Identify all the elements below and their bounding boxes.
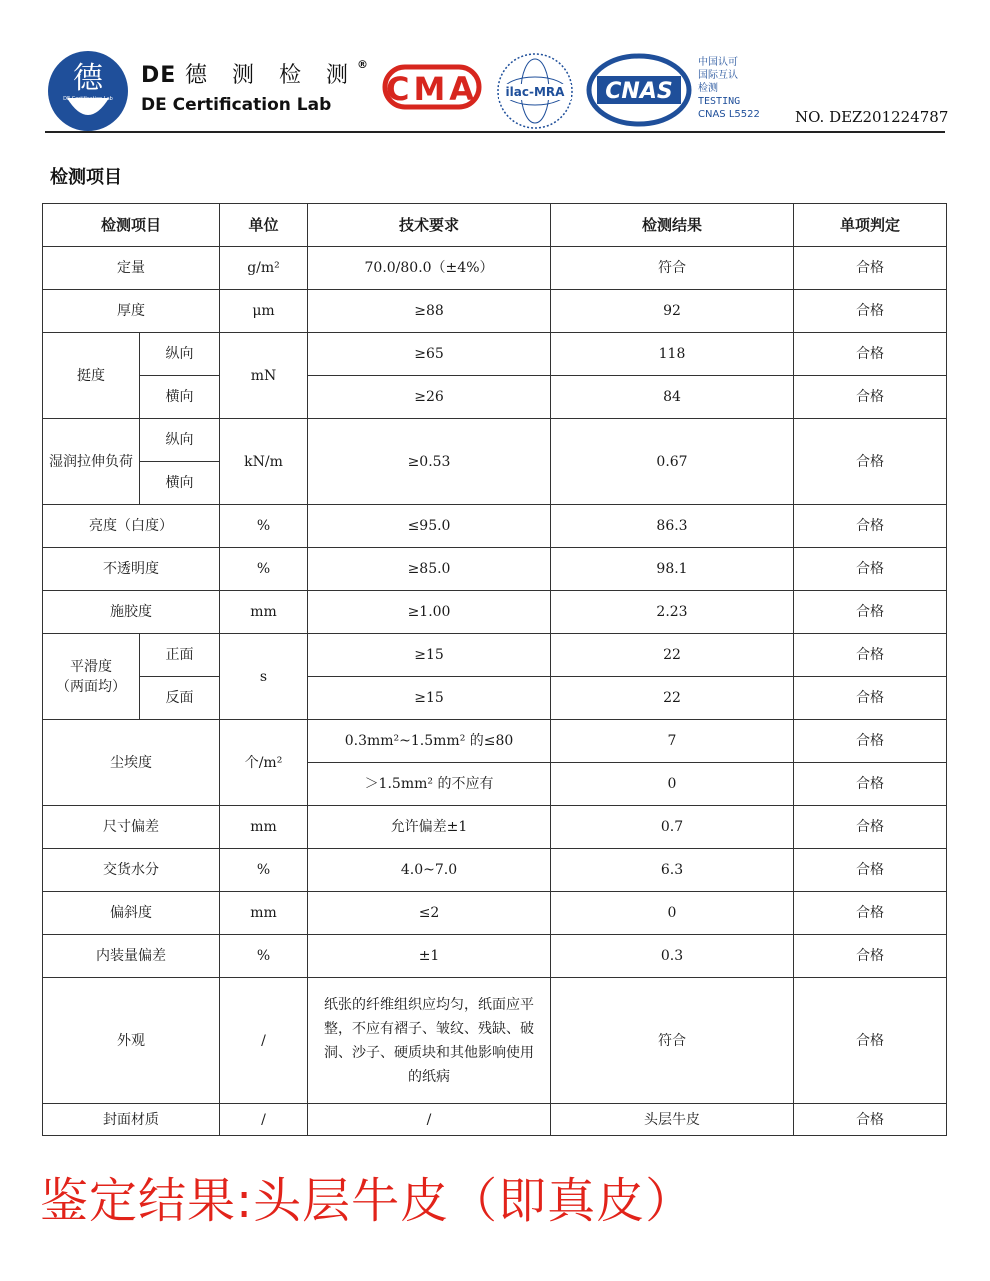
verdict-cell: 合格 xyxy=(794,806,947,849)
unit-cell: s xyxy=(220,634,308,720)
table-row xyxy=(43,677,947,720)
cnas-accreditation-text xyxy=(698,56,760,121)
table-row xyxy=(43,591,947,634)
item-cell: 偏斜度 xyxy=(43,892,220,935)
result-cell: 92 xyxy=(551,290,794,333)
cnas-text: CNAS xyxy=(605,79,673,104)
brand-prefix: DE xyxy=(141,63,177,88)
sub-item-cell: 正面 xyxy=(140,634,220,677)
cnas-logo-icon xyxy=(585,52,693,128)
verdict-cell: 合格 xyxy=(794,849,947,892)
result-cell: 头层牛皮 xyxy=(551,1104,794,1136)
requirement-cell: 纸张的纤维组织应均匀，纸面应平整，不应有褶子、皱纹、残缺、破洞、沙子、硬质块和其他影响使用的纸病 xyxy=(308,978,551,1104)
unit-cell: mm xyxy=(220,806,308,849)
report-header xyxy=(45,50,949,135)
item-cell: 定量 xyxy=(43,247,220,290)
item-cell: 尺寸偏差 xyxy=(43,806,220,849)
verdict-cell: 合格 xyxy=(794,591,947,634)
verdict-cell: 合格 xyxy=(794,978,947,1104)
result-cell: 0 xyxy=(551,763,794,806)
brand-en: DE Certification Lab xyxy=(141,95,332,115)
ilac-text: ilac-MRA xyxy=(505,85,565,99)
table-row xyxy=(43,806,947,849)
requirement-cell: / xyxy=(308,1104,551,1136)
section-title: 检测项目 xyxy=(50,167,122,188)
cma-logo-icon xyxy=(382,62,482,112)
sub-item-cell: 纵向 xyxy=(140,333,220,376)
result-cell: 符合 xyxy=(551,978,794,1104)
de-lab-logo-icon xyxy=(45,50,131,132)
result-cell: 0.7 xyxy=(551,806,794,849)
item-cell: 湿润拉伸负荷 xyxy=(43,419,140,505)
cnas-line-5: CNAS L5522 xyxy=(698,109,760,120)
verdict-cell: 合格 xyxy=(794,1104,947,1136)
unit-cell: g/m² xyxy=(220,247,308,290)
item-cell: 不透明度 xyxy=(43,548,220,591)
table-row xyxy=(43,935,947,978)
table-row xyxy=(43,634,947,677)
item-cell: 挺度 xyxy=(43,333,140,419)
conclusion-text: 鉴定结果:头层牛皮（即真皮） xyxy=(40,1173,695,1229)
result-cell: 7 xyxy=(551,720,794,763)
requirement-cell: ≥15 xyxy=(308,677,551,720)
unit-cell: μm xyxy=(220,290,308,333)
verdict-cell: 合格 xyxy=(794,548,947,591)
requirement-cell: 0.3mm²~1.5mm² 的≤80 xyxy=(308,720,551,763)
requirement-cell: ＞1.5mm² 的不应有 xyxy=(308,763,551,806)
verdict-cell: 合格 xyxy=(794,333,947,376)
requirement-cell: 允许偏差±1 xyxy=(308,806,551,849)
header-divider xyxy=(45,131,945,133)
test-results-table xyxy=(42,203,947,1136)
item-cell xyxy=(43,634,140,720)
verdict-cell: 合格 xyxy=(794,634,947,677)
table-row xyxy=(43,290,947,333)
table-row xyxy=(43,849,947,892)
cma-text: CMA xyxy=(385,70,479,108)
unit-cell: / xyxy=(220,1104,308,1136)
unit-cell: mm xyxy=(220,591,308,634)
report-number: NO. DEZ201224787 xyxy=(795,108,949,126)
result-cell: 2.23 xyxy=(551,591,794,634)
brand-cn-name: 德 测 检 测 xyxy=(184,63,357,88)
sub-item-cell: 反面 xyxy=(140,677,220,720)
logo-small-text: DE Certification Lab xyxy=(63,96,113,102)
requirement-cell: ≤95.0 xyxy=(308,505,551,548)
result-cell: 0.3 xyxy=(551,935,794,978)
sub-item-cell: 横向 xyxy=(140,376,220,419)
verdict-cell: 合格 xyxy=(794,505,947,548)
item-cell: 内装量偏差 xyxy=(43,935,220,978)
verdict-cell: 合格 xyxy=(794,763,947,806)
requirement-cell: ≥65 xyxy=(308,333,551,376)
requirement-cell: 4.0~7.0 xyxy=(308,849,551,892)
table-header-row xyxy=(43,204,947,247)
brand-cn xyxy=(141,58,369,89)
requirement-cell: ≥0.53 xyxy=(308,419,551,505)
result-cell: 118 xyxy=(551,333,794,376)
requirement-cell: ≥88 xyxy=(308,290,551,333)
verdict-cell: 合格 xyxy=(794,247,947,290)
verdict-cell: 合格 xyxy=(794,376,947,419)
item-cell: 外观 xyxy=(43,978,220,1104)
item-cell: 亮度（白度） xyxy=(43,505,220,548)
item-line-1: 平滑度 xyxy=(70,658,112,675)
unit-cell: mN xyxy=(220,333,308,419)
result-cell: 22 xyxy=(551,677,794,720)
item-cell: 厚度 xyxy=(43,290,220,333)
verdict-cell: 合格 xyxy=(794,720,947,763)
header-unit: 单位 xyxy=(220,204,308,247)
item-cell: 施胶度 xyxy=(43,591,220,634)
table-row xyxy=(43,419,947,462)
sub-item-cell: 横向 xyxy=(140,462,220,505)
logo-glyph: 德 xyxy=(73,61,103,96)
unit-cell: / xyxy=(220,978,308,1104)
ilac-mra-logo-icon xyxy=(495,50,575,132)
table-row xyxy=(43,720,947,763)
unit-cell: % xyxy=(220,935,308,978)
item-cell: 封面材质 xyxy=(43,1104,220,1136)
result-cell: 22 xyxy=(551,634,794,677)
result-cell: 0 xyxy=(551,892,794,935)
unit-cell: % xyxy=(220,548,308,591)
cnas-line-3: 检测 xyxy=(698,83,718,94)
requirement-cell: ≥85.0 xyxy=(308,548,551,591)
requirement-cell: ≥1.00 xyxy=(308,591,551,634)
unit-cell: kN/m xyxy=(220,419,308,505)
item-cell: 尘埃度 xyxy=(43,720,220,806)
result-cell: 86.3 xyxy=(551,505,794,548)
registered-mark: ® xyxy=(356,58,369,71)
table-row xyxy=(43,376,947,419)
item-line-2: （两面均） xyxy=(56,678,126,695)
requirement-cell: ±1 xyxy=(308,935,551,978)
unit-cell: mm xyxy=(220,892,308,935)
header-item: 检测项目 xyxy=(43,204,220,247)
header-verdict: 单项判定 xyxy=(794,204,947,247)
requirement-cell: ≥26 xyxy=(308,376,551,419)
result-cell: 98.1 xyxy=(551,548,794,591)
unit-cell: 个/m² xyxy=(220,720,308,806)
table-row xyxy=(43,505,947,548)
table-row xyxy=(43,892,947,935)
table-row xyxy=(43,548,947,591)
sub-item-cell: 纵向 xyxy=(140,419,220,462)
requirement-cell: ≤2 xyxy=(308,892,551,935)
table-row xyxy=(43,1104,947,1136)
requirement-cell: ≥15 xyxy=(308,634,551,677)
header-requirement: 技术要求 xyxy=(308,204,551,247)
cnas-line-4: TESTING xyxy=(698,96,741,107)
requirement-cell: 70.0/80.0（±4%） xyxy=(308,247,551,290)
verdict-cell: 合格 xyxy=(794,290,947,333)
table-row xyxy=(43,978,947,1104)
header-result: 检测结果 xyxy=(551,204,794,247)
table-row xyxy=(43,333,947,376)
verdict-cell: 合格 xyxy=(794,419,947,505)
table-row xyxy=(43,247,947,290)
unit-cell: % xyxy=(220,849,308,892)
item-cell: 交货水分 xyxy=(43,849,220,892)
result-cell: 符合 xyxy=(551,247,794,290)
verdict-cell: 合格 xyxy=(794,892,947,935)
result-cell: 84 xyxy=(551,376,794,419)
verdict-cell: 合格 xyxy=(794,677,947,720)
result-cell: 0.67 xyxy=(551,419,794,505)
verdict-cell: 合格 xyxy=(794,935,947,978)
result-cell: 6.3 xyxy=(551,849,794,892)
unit-cell: % xyxy=(220,505,308,548)
cnas-line-2: 国际互认 xyxy=(698,70,738,81)
cnas-line-1: 中国认可 xyxy=(698,57,738,68)
